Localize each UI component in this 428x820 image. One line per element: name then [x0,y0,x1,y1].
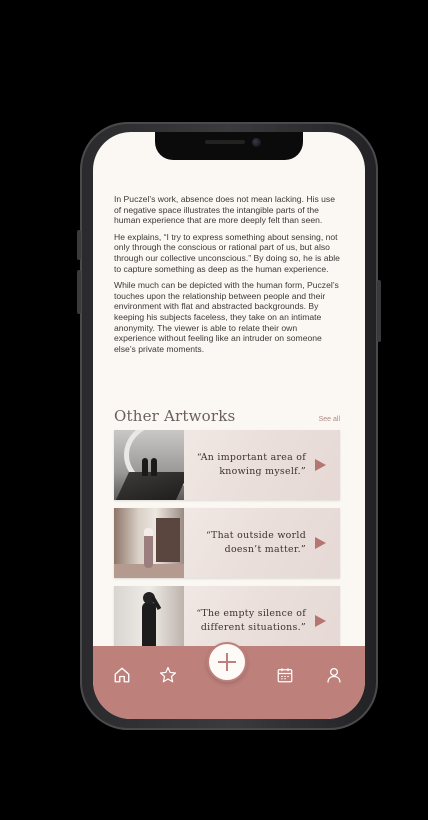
play-icon[interactable] [315,615,326,627]
artwork-card[interactable] [114,430,340,500]
quote-line: “An important area of [196,452,306,463]
camera-lens [252,138,261,147]
artwork-card[interactable] [114,508,340,578]
play-icon[interactable] [315,537,326,549]
star-icon[interactable] [159,666,177,684]
article-paragraph-1: In Puczel’s work, absence does not mean lacking. His use of negative space illustrates the intangible parts of the human experience that are more deeply felt than seen. [114,194,336,226]
article-paragraph-3: While much can be depicted with the human form, Puczel’s touches upon the relationship between people and their environment with flat and abstracted backgrounds. By keeping his subjects faceless, they take on an intimate anonymity. The viewer is able to relate their own experience without feeling like an intruder on someone else’s private moments. [114,280,339,354]
bottom-tab-bar [93,646,365,719]
quote-line: “That outside world [205,530,306,541]
home-icon[interactable] [113,666,131,684]
artwork-thumbnail-interior [114,508,184,578]
mute-switch [77,230,81,260]
quote-line: doesn’t matter.” [224,544,306,555]
user-icon[interactable] [325,666,343,684]
article-paragraph-2: He explains, “I try to express something about sensing, not only through the conscious or rational part of us, but also through our collective unconscious.” By doing so, he is able to capture something as deep as the human experience. [114,231,340,274]
calendar-icon[interactable] [276,666,294,684]
volume-button [77,270,81,314]
power-button [377,280,381,342]
quote-line: knowing myself.” [219,466,306,477]
add-button[interactable] [207,642,247,682]
phone-notch [155,132,303,160]
plus-icon [215,650,239,674]
quote-line: “The empty silence of [196,608,306,619]
quote-line: different situations.” [200,622,306,633]
see-all-link[interactable]: See all [318,416,340,423]
play-icon[interactable] [315,459,326,471]
speaker-grille [205,140,245,144]
app-screen [93,132,365,719]
artwork-thumbnail-escalator [114,430,184,500]
article-body [114,194,340,360]
other-artworks-header [114,407,340,425]
section-title: Other Artworks [114,407,236,425]
